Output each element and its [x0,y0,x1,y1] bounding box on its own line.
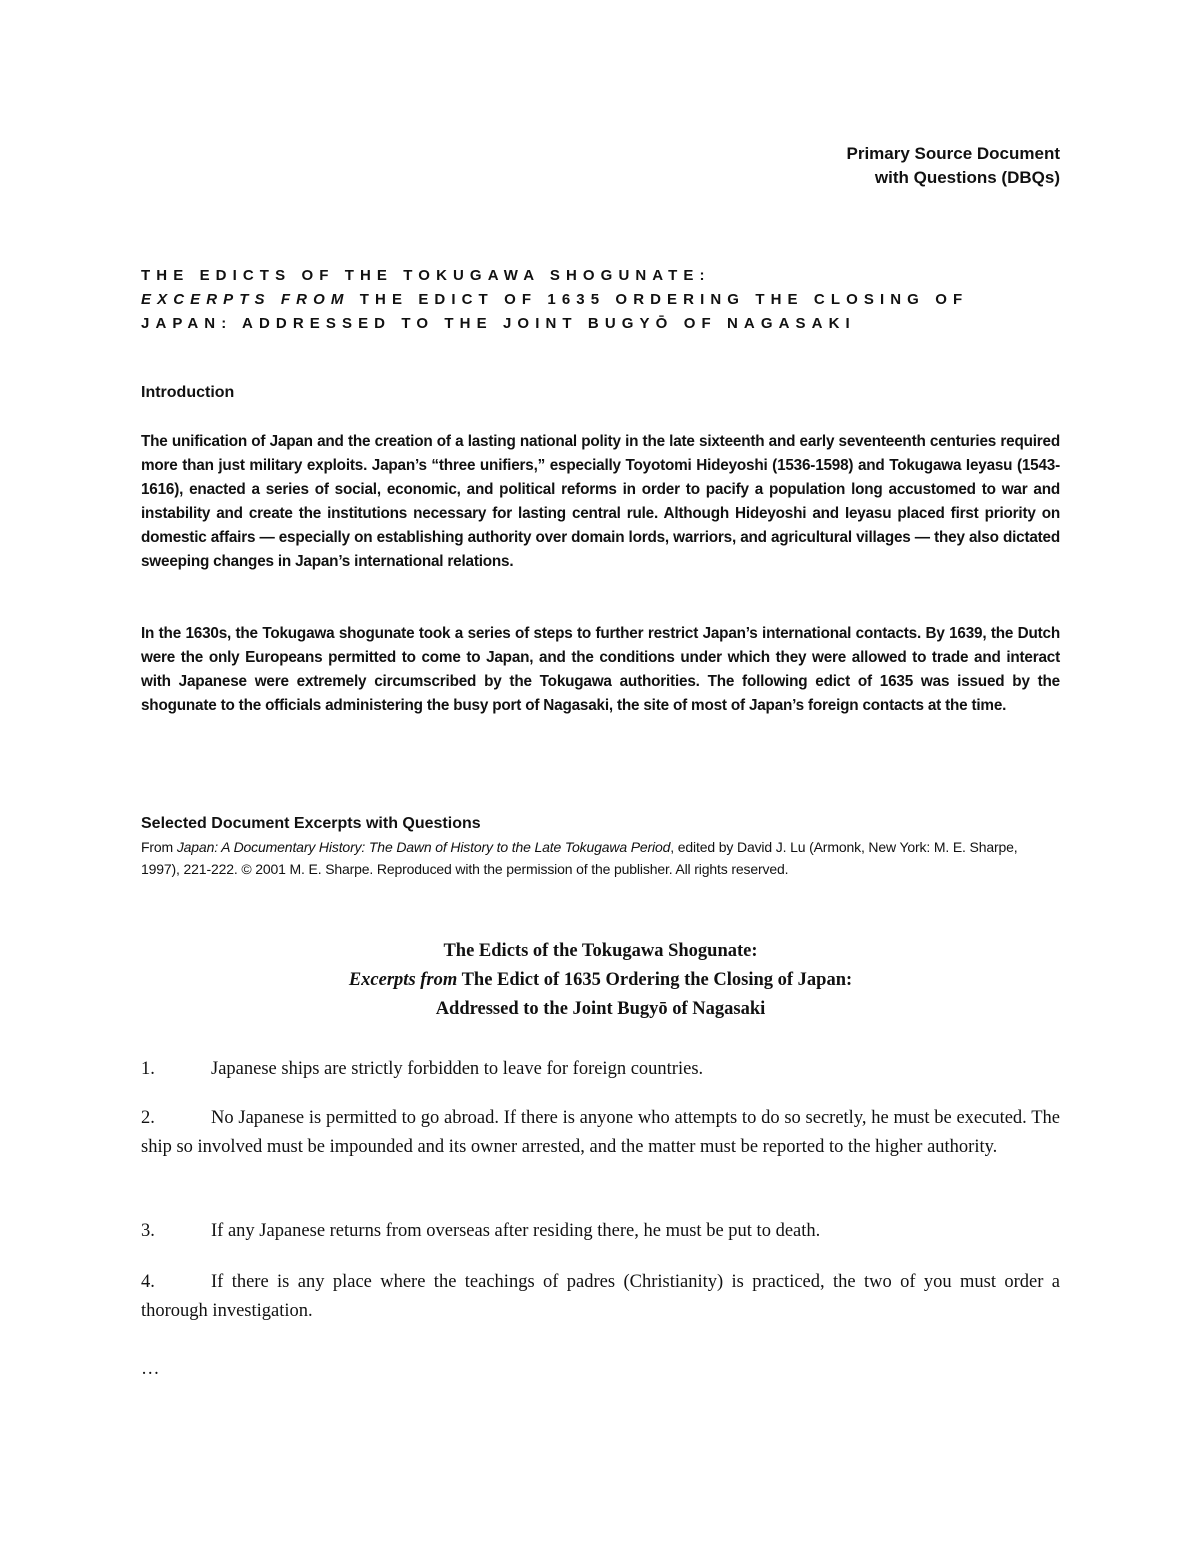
caps-title-italic: EXCERPTS FROM [141,291,350,308]
citation-details: , edited by David J. Lu (Armonk, New York: M. E. Sharpe, 1997), 221-222. © 2001 M. E. Sharpe. Reproduced with the permission of the publisher. All rights reserved. [141,839,1018,877]
document-title-italic: Excerpts from [348,970,458,990]
edict-item [141,1104,1060,1162]
continuation-ellipsis: … [141,1359,160,1379]
introduction-paragraph-1: The unification of Japan and the creation of a lasting national polity in the late sixteenth and early seventeenth centuries required more than just military exploits. Japan’s “three unifiers,” especially Toyotomi Hideyoshi (1536-1598) and Tokugawa Ieyasu (1543-1616), enacted a series of social, economic, and political reforms in order to pacify a population long accustomed to war and instability and create the institutions necessary for lasting central rule. Although Hideyoshi and Ieyasu placed first priority on domestic affairs — especially on establishing authority over domain lords, warriors, and agricultural villages — they also dictated sweeping changes in Japan’s international relations. [141,433,1060,570]
edict-text: If any Japanese returns from overseas after residing there, he must be put to death. [211,1221,821,1241]
edict-text: No Japanese is permitted to go abroad. If there is anyone who attempts to do so secretly, he must be executed. The ship so involved must be impounded and its owner arrested, and the matter must be reported to the higher authority. [141,1108,1060,1157]
edict-item [141,1055,1060,1084]
citation-prefix: From [141,839,177,855]
document-title-line-2-rest: The Edict of 1635 Ordering the Closing of Japan: [457,970,853,990]
header-line-2: with Questions (DBQs) [874,168,1060,187]
edict-number: 2. [141,1108,155,1128]
header-line-1: Primary Source Document [846,144,1060,163]
document-title [141,937,1060,1024]
introduction-paragraph-2: In the 1630s, the Tokugawa shogunate took a series of steps to further restrict Japan’s international contacts. By 1639, the Dutch were the only Europeans permitted to come to Japan, and the conditions under which they were allowed to trade and interact with Japanese were extremely circumscribed by the Tokugawa authorities. The following edict of 1635 was issued by the shogunate to the officials administering the busy port of Nagasaki, the site of most of Japan’s foreign contacts at the time. [141,625,1060,714]
edict-number: 4. [141,1272,155,1292]
document-title-line-2 [141,966,1060,995]
caps-title-line-1: THE EDICTS OF THE TOKUGAWA SHOGUNATE: [141,267,711,284]
selected-excerpts-heading: Selected Document Excerpts with Questions [141,815,481,832]
document-title-line-3: Addressed to the Joint Bugyō of Nagasaki [435,999,766,1019]
source-citation [141,836,1060,880]
caps-title-line-2-rest: THE EDICT OF 1635 ORDERING THE CLOSING OF [349,291,969,308]
edict-number: 3. [141,1221,155,1241]
document-type-header [846,142,1060,190]
citation-book-title: Japan: A Documentary History: The Dawn of History to the Late Tokugawa Period [176,839,671,855]
caps-title [141,264,1060,336]
caps-title-line-3: JAPAN: ADDRESSED TO THE JOINT BUGYŌ OF NAGASAKI [141,315,856,332]
edict-number: 1. [141,1059,155,1079]
edict-text: Japanese ships are strictly forbidden to leave for foreign countries. [211,1059,704,1079]
edict-item [141,1268,1060,1326]
caps-title-line-2 [141,288,1060,312]
edict-item [141,1217,1060,1246]
document-page [141,0,1060,1553]
edict-text: If there is any place where the teachings of padres (Christianity) is practiced, the two of you must order a thorough investigation. [141,1272,1060,1321]
introduction-heading: Introduction [141,384,235,401]
document-title-line-1: The Edicts of the Tokugawa Shogunate: [443,941,758,961]
